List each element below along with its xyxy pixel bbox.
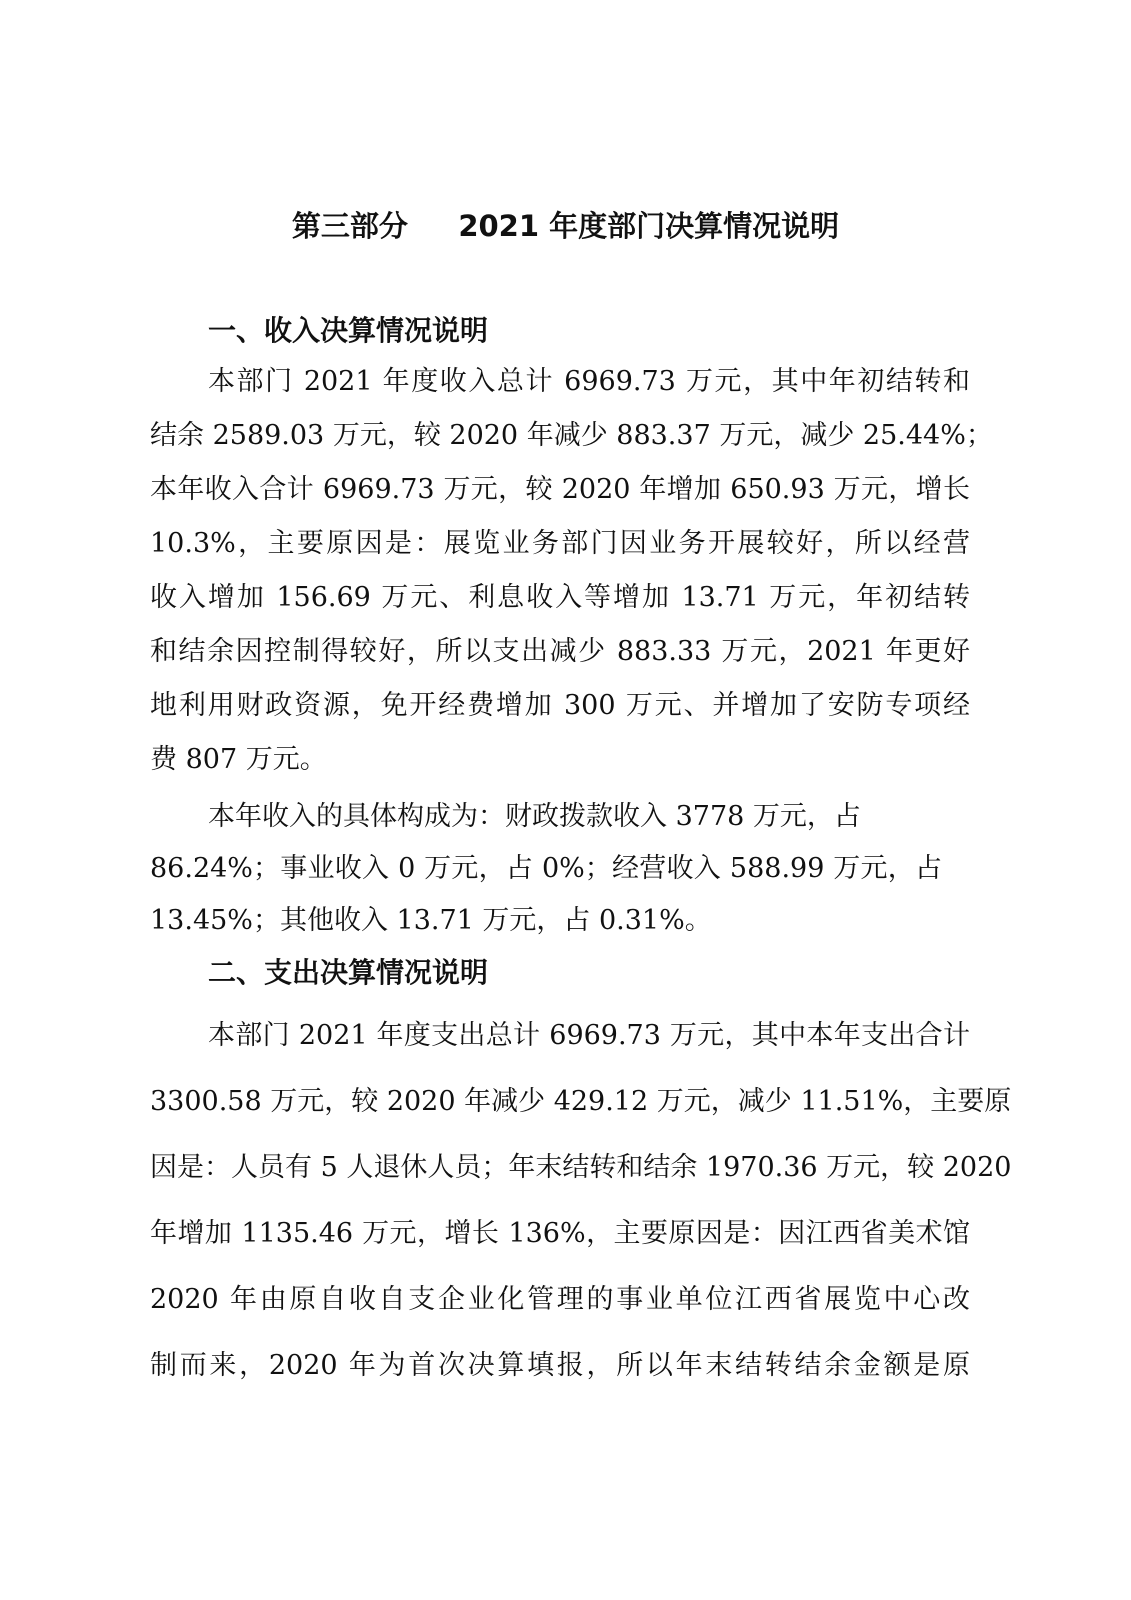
page-title: 第三部分 2021 年度部门决算情况说明 (291, 209, 840, 243)
paragraph-line: 本年收入的具体构成为：财政拨款收入 3778 万元，占 (208, 801, 861, 832)
paragraph-line: 本部门 2021 年度收入总计 6969.73 万元，其中年初结转和 (208, 366, 970, 397)
paragraph-line: 2020 年由原自收自支企业化管理的事业单位江西省展览中心改 (150, 1284, 970, 1315)
paragraph-line: 因是：人员有 5 人退休人员；年末结转和结余 1970.36 万元，较 2020 (150, 1152, 1012, 1183)
section-heading-expenditure: 二、支出决算情况说明 (208, 956, 489, 989)
section-heading-income: 一、收入决算情况说明 (208, 314, 489, 347)
paragraph-line: 3300.58 万元，较 2020 年减少 429.12 万元，减少 11.51%，主要原 (150, 1086, 1012, 1117)
paragraph-line: 结余 2589.03 万元，较 2020 年减少 883.37 万元，减少 25.44%； (150, 420, 993, 451)
paragraph-line: 13.45%；其他收入 13.71 万元，占 0.31%。 (150, 905, 712, 936)
paragraph-line: 本年收入合计 6969.73 万元，较 2020 年增加 650.93 万元，增长 (150, 474, 970, 505)
paragraph-line: 和结余因控制得较好，所以支出减少 883.33 万元，2021 年更好 (150, 636, 970, 667)
paragraph-line: 年增加 1135.46 万元，增长 136%，主要原因是：因江西省美术馆 (150, 1218, 970, 1249)
paragraph-line: 地利用财政资源，免开经费增加 300 万元、并增加了安防专项经 (150, 690, 970, 721)
paragraph-line: 费 807 万元。 (150, 744, 327, 775)
paragraph-line: 本部门 2021 年度支出总计 6969.73 万元，其中本年支出合计 (208, 1020, 970, 1051)
paragraph-line: 10.3%，主要原因是：展览业务部门因业务开展较好，所以经营 (150, 528, 970, 559)
paragraph-line: 收入增加 156.69 万元、利息收入等增加 13.71 万元，年初结转 (150, 582, 970, 613)
paragraph-line: 制而来，2020 年为首次决算填报，所以年末结转结余金额是原 (150, 1350, 970, 1381)
paragraph-line: 86.24%；事业收入 0 万元，占 0%；经营收入 588.99 万元，占 (150, 853, 942, 884)
